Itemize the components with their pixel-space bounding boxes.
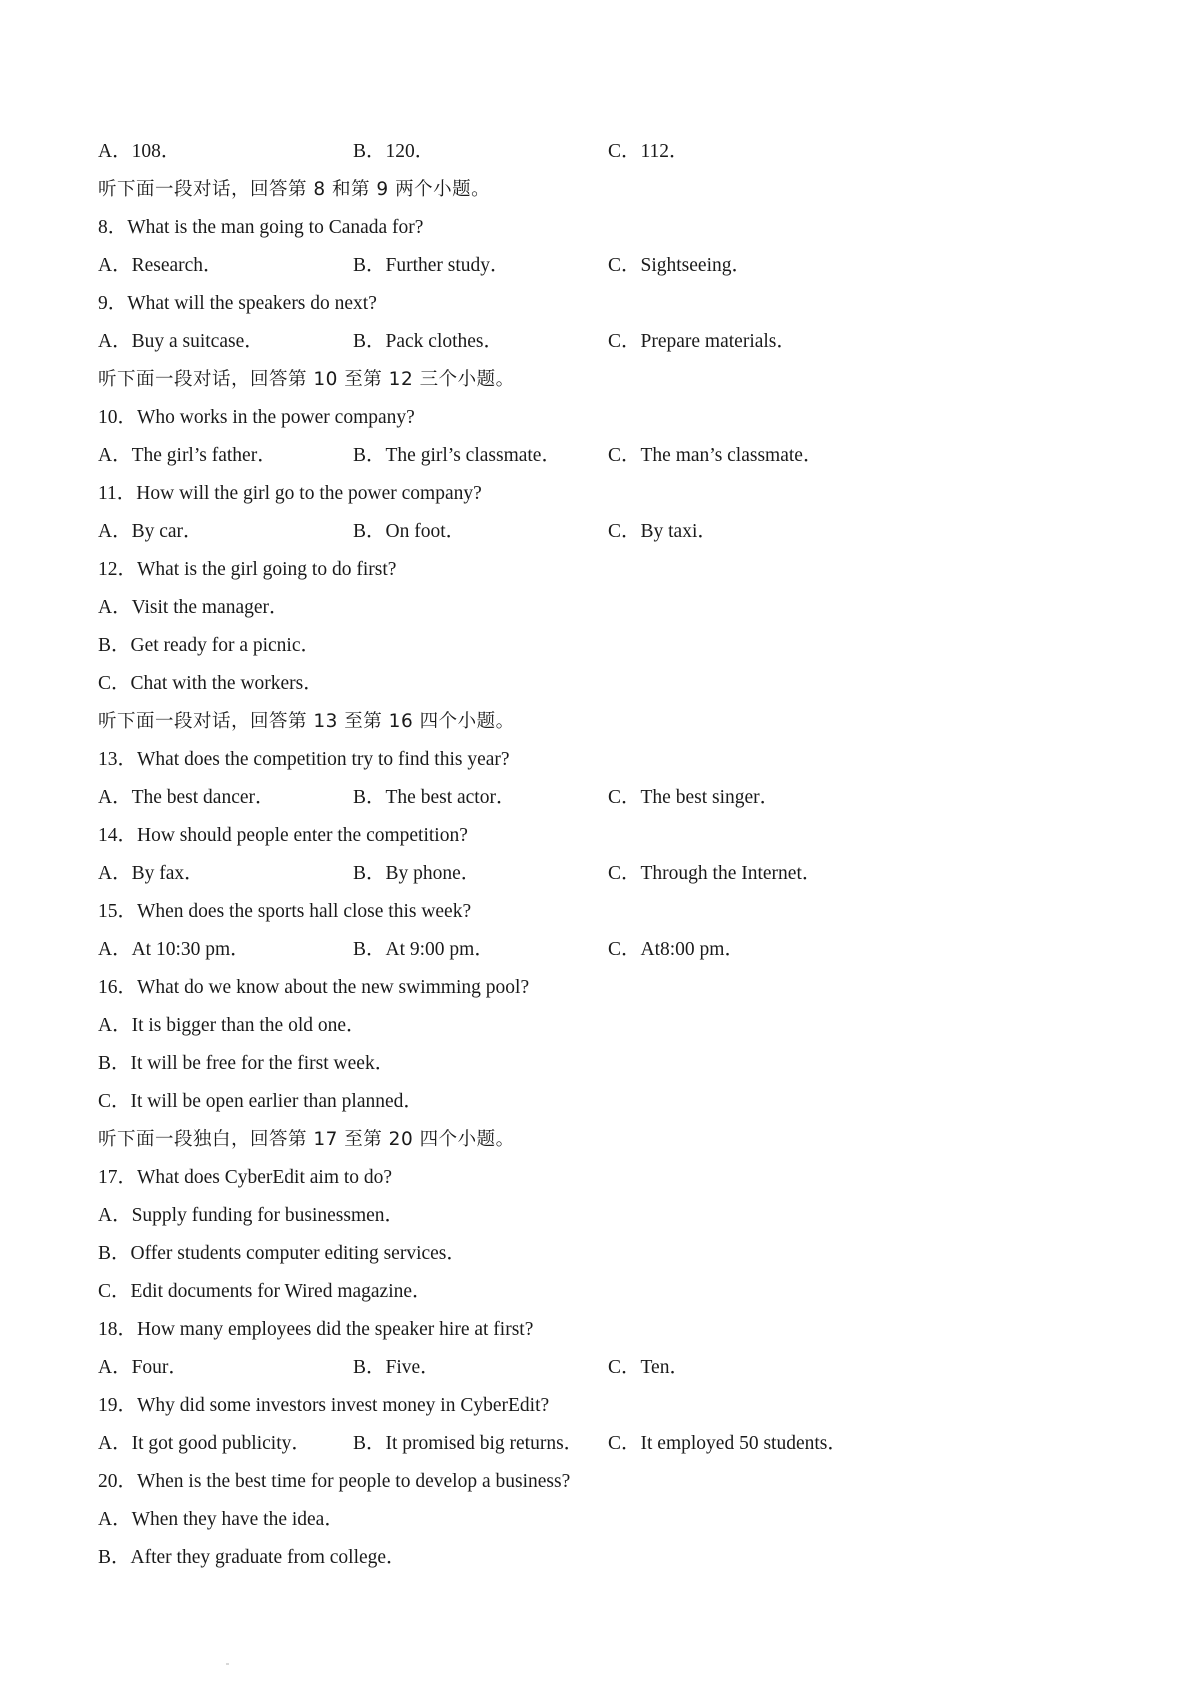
option-b: B．It will be free for the first week． [98,1053,395,1074]
option-a: A．The girl’s father． [98,445,277,466]
option-b: B．The best actor． [353,787,516,808]
question-18-stem: 18．How many employees did the speaker hire at first? [98,1319,534,1340]
option-c: C．It employed 50 students． [608,1433,847,1454]
option-c: C．Prepare materials． [608,331,796,352]
option-a: A．It got good publicity． [98,1433,311,1454]
question-17-stem: 17．What does CyberEdit aim to do? [98,1167,393,1188]
option-c: C．Through the Internet． [608,863,822,884]
option-a: A．Buy a suitcase． [98,331,264,352]
option-a: A．Four． [98,1357,188,1378]
question-7-options [98,133,1158,171]
option-b: B．Get ready for a picnic． [98,635,321,656]
option-b: B．120． [353,141,435,162]
option-b: B．Five． [353,1357,440,1378]
question-18-options [98,1349,1158,1387]
option-a: A．Research． [98,255,223,276]
option-a: A．It is bigger than the old one． [98,1015,366,1036]
option-b: B．The girl’s classmate． [353,445,561,466]
question-9-stem: 9．What will the speakers do next? [98,293,377,314]
option-c: C．By taxi． [608,521,717,542]
question-10-stem: 10．Who works in the power company? [98,407,415,428]
option-a: A．When they have the idea． [98,1509,344,1530]
option-b: B．Offer students computer editing services． [98,1243,466,1264]
question-13-options [98,779,1158,817]
option-a: A．By fax． [98,863,204,884]
question-13-stem: 13．What does the competition try to find this year? [98,749,510,770]
question-9-options [98,323,1158,361]
option-b: B．On foot． [353,521,466,542]
option-c: C．112． [608,141,689,162]
question-20-stem: 20．When is the best time for people to develop a business? [98,1471,571,1492]
option-a: A．The best dancer． [98,787,275,808]
option-b: B．After they graduate from college． [98,1547,406,1568]
option-b: B．Pack clothes． [353,331,504,352]
section-instruction: 听下面一段对话，回答第 13 至第 16 四个小题。 [98,711,515,732]
question-15-options [98,931,1158,969]
option-b: B．Further study． [353,255,510,276]
option-c: C．It will be open earlier than planned． [98,1091,423,1112]
question-11-stem: 11．How will the girl go to the power company? [98,483,482,504]
question-11-options [98,513,1158,551]
question-19-stem: 19．Why did some investors invest money in CyberEdit? [98,1395,550,1416]
question-16-stem: 16．What do we know about the new swimming pool? [98,977,530,998]
option-b: B．By phone． [353,863,481,884]
option-a: A．Supply funding for businessmen． [98,1205,405,1226]
question-14-stem: 14．How should people enter the competition? [98,825,468,846]
option-c: C．Edit documents for Wired magazine． [98,1281,432,1302]
question-15-stem: 15．When does the sports hall close this week? [98,901,472,922]
option-a: A．At 10:30 pm． [98,939,250,960]
option-b: B．At 9:00 pm． [353,939,494,960]
section-instruction: 听下面一段对话，回答第 8 和第 9 两个小题。 [98,179,491,200]
exam-page [98,133,1158,1577]
question-12-stem: 12．What is the girl going to do first? [98,559,397,580]
option-c: C．Ten． [608,1357,689,1378]
option-c: C．Chat with the workers． [98,673,323,694]
question-19-options [98,1425,1158,1463]
question-14-options [98,855,1158,893]
option-a: A．Visit the manager． [98,597,289,618]
question-10-options [98,437,1158,475]
section-instruction: 听下面一段独白，回答第 17 至第 20 四个小题。 [98,1129,515,1150]
scan-speck [226,1663,229,1665]
option-c: C．At8:00 pm． [608,939,744,960]
option-c: C．The best singer． [608,787,780,808]
option-c: C．Sightseeing． [608,255,752,276]
option-a: A．108． [98,141,181,162]
option-c: C．The man’s classmate． [608,445,823,466]
question-8-stem: 8．What is the man going to Canada for? [98,217,424,238]
option-a: A．By car． [98,521,203,542]
section-instruction: 听下面一段对话，回答第 10 至第 12 三个小题。 [98,369,515,390]
option-b: B．It promised big returns． [353,1433,584,1454]
question-8-options [98,247,1158,285]
